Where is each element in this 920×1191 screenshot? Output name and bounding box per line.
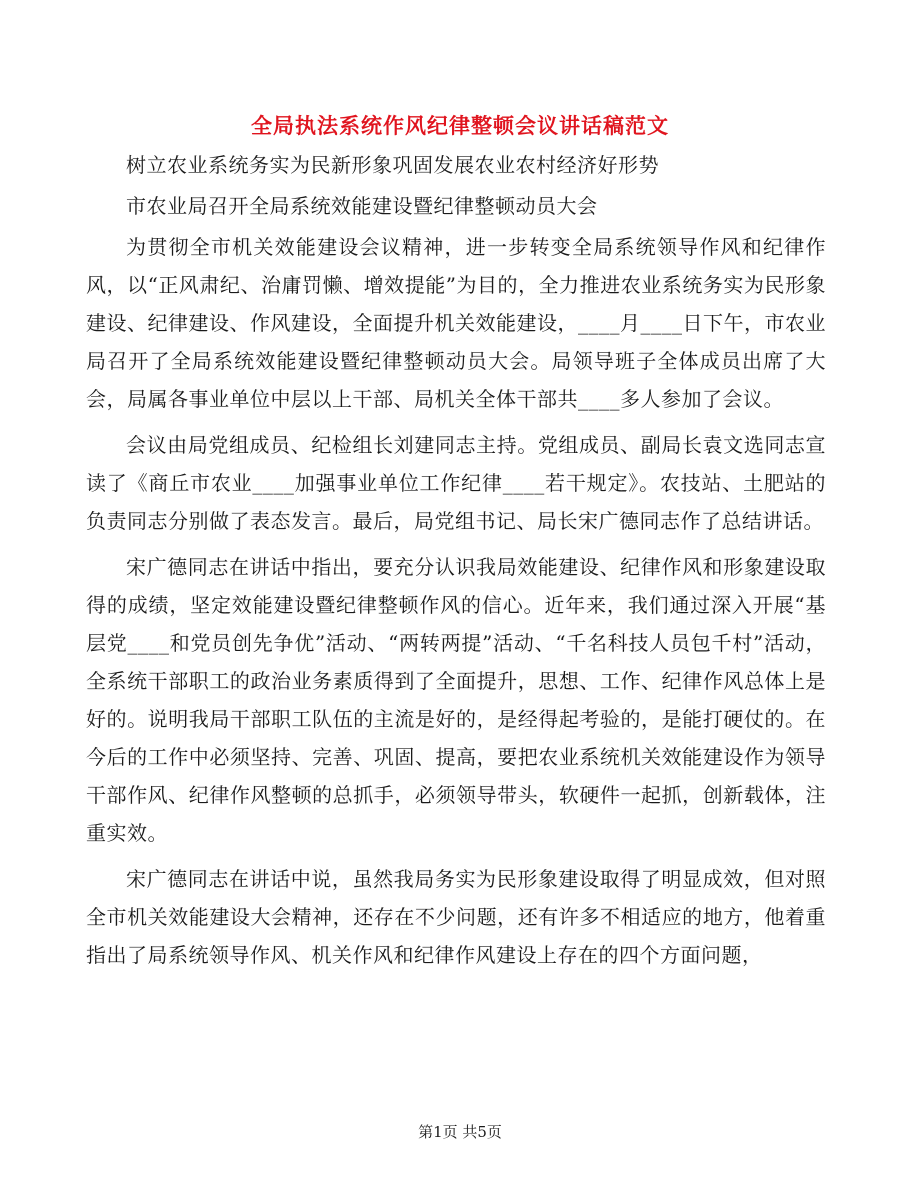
body-paragraph: 会议由局党组成员、纪检组长刘建同志主持。党组成员、副局长袁文选同志宣读了《商丘市农业____加强事业单位工作纪律____若干规定》。农技站、土肥站的负责同志分别做了表态发言。最后，局党组书记、局长宋广德同志作了总结讲话。 <box>86 433 826 533</box>
document-body <box>86 146 826 982</box>
subtitle-line-2: 市农业局召开全局系统效能建设暨纪律整顿动员大会 <box>126 194 598 218</box>
subtitle-line-1: 树立农业系统务实为民新形象巩固发展农业农村经济好形势 <box>126 153 659 177</box>
body-paragraph: 宋广德同志在讲话中说，虽然我局务实为民形象建设取得了明显成效，但对照全市机关效能建设大会精神，还存在不少问题，还有许多不相适应的地方，他着重指出了局系统领导作风、机关作风和纪律作风建设上存在的四个方面问题， <box>86 867 826 967</box>
body-paragraph: 宋广德同志在讲话中指出，要充分认识我局效能建设、纪律作风和形象建设取得的成绩，坚定效能建设暨纪律整顿作风的信心。近年来，我们通过深入开展“基层党____和党员创先争优”活动、“两转两提”活动、“千名科技人员包千村”活动，全系统干部职工的政治业务素质得到了全面提升，思想、工作、纪律作风总体上是好的。说明我局干部职工队伍的主流是好的，是经得起考验的，是能打硬仗的。在今后的工作中必须坚持、完善、巩固、提高，要把农业系统机关效能建设作为领导干部作风、纪律作风整顿的总抓手，必须领导带头，软硬件一起抓，创新载体，注重实效。 <box>86 555 826 845</box>
page-footer: 第1页 共5页 <box>418 1123 502 1141</box>
document-title: 全局执法系统作风纪律整顿会议讲话稿范文 <box>251 113 669 138</box>
body-paragraph: 为贯彻全市机关效能建设会议精神，进一步转变全局系统领导作风和纪律作风，以“正风肃纪、治庸罚懒、增效提能”为目的，全力推进农业系统务实为民形象建设、纪律建设、作风建设，全面提升机关效能建设，____月____日下午，市农业局召开了全局系统效能建设暨纪律整顿动员大会。局领导班子全体成员出席了大会，局属各事业单位中层以上干部、局机关全体干部共____多人参加了会议。 <box>86 235 826 411</box>
